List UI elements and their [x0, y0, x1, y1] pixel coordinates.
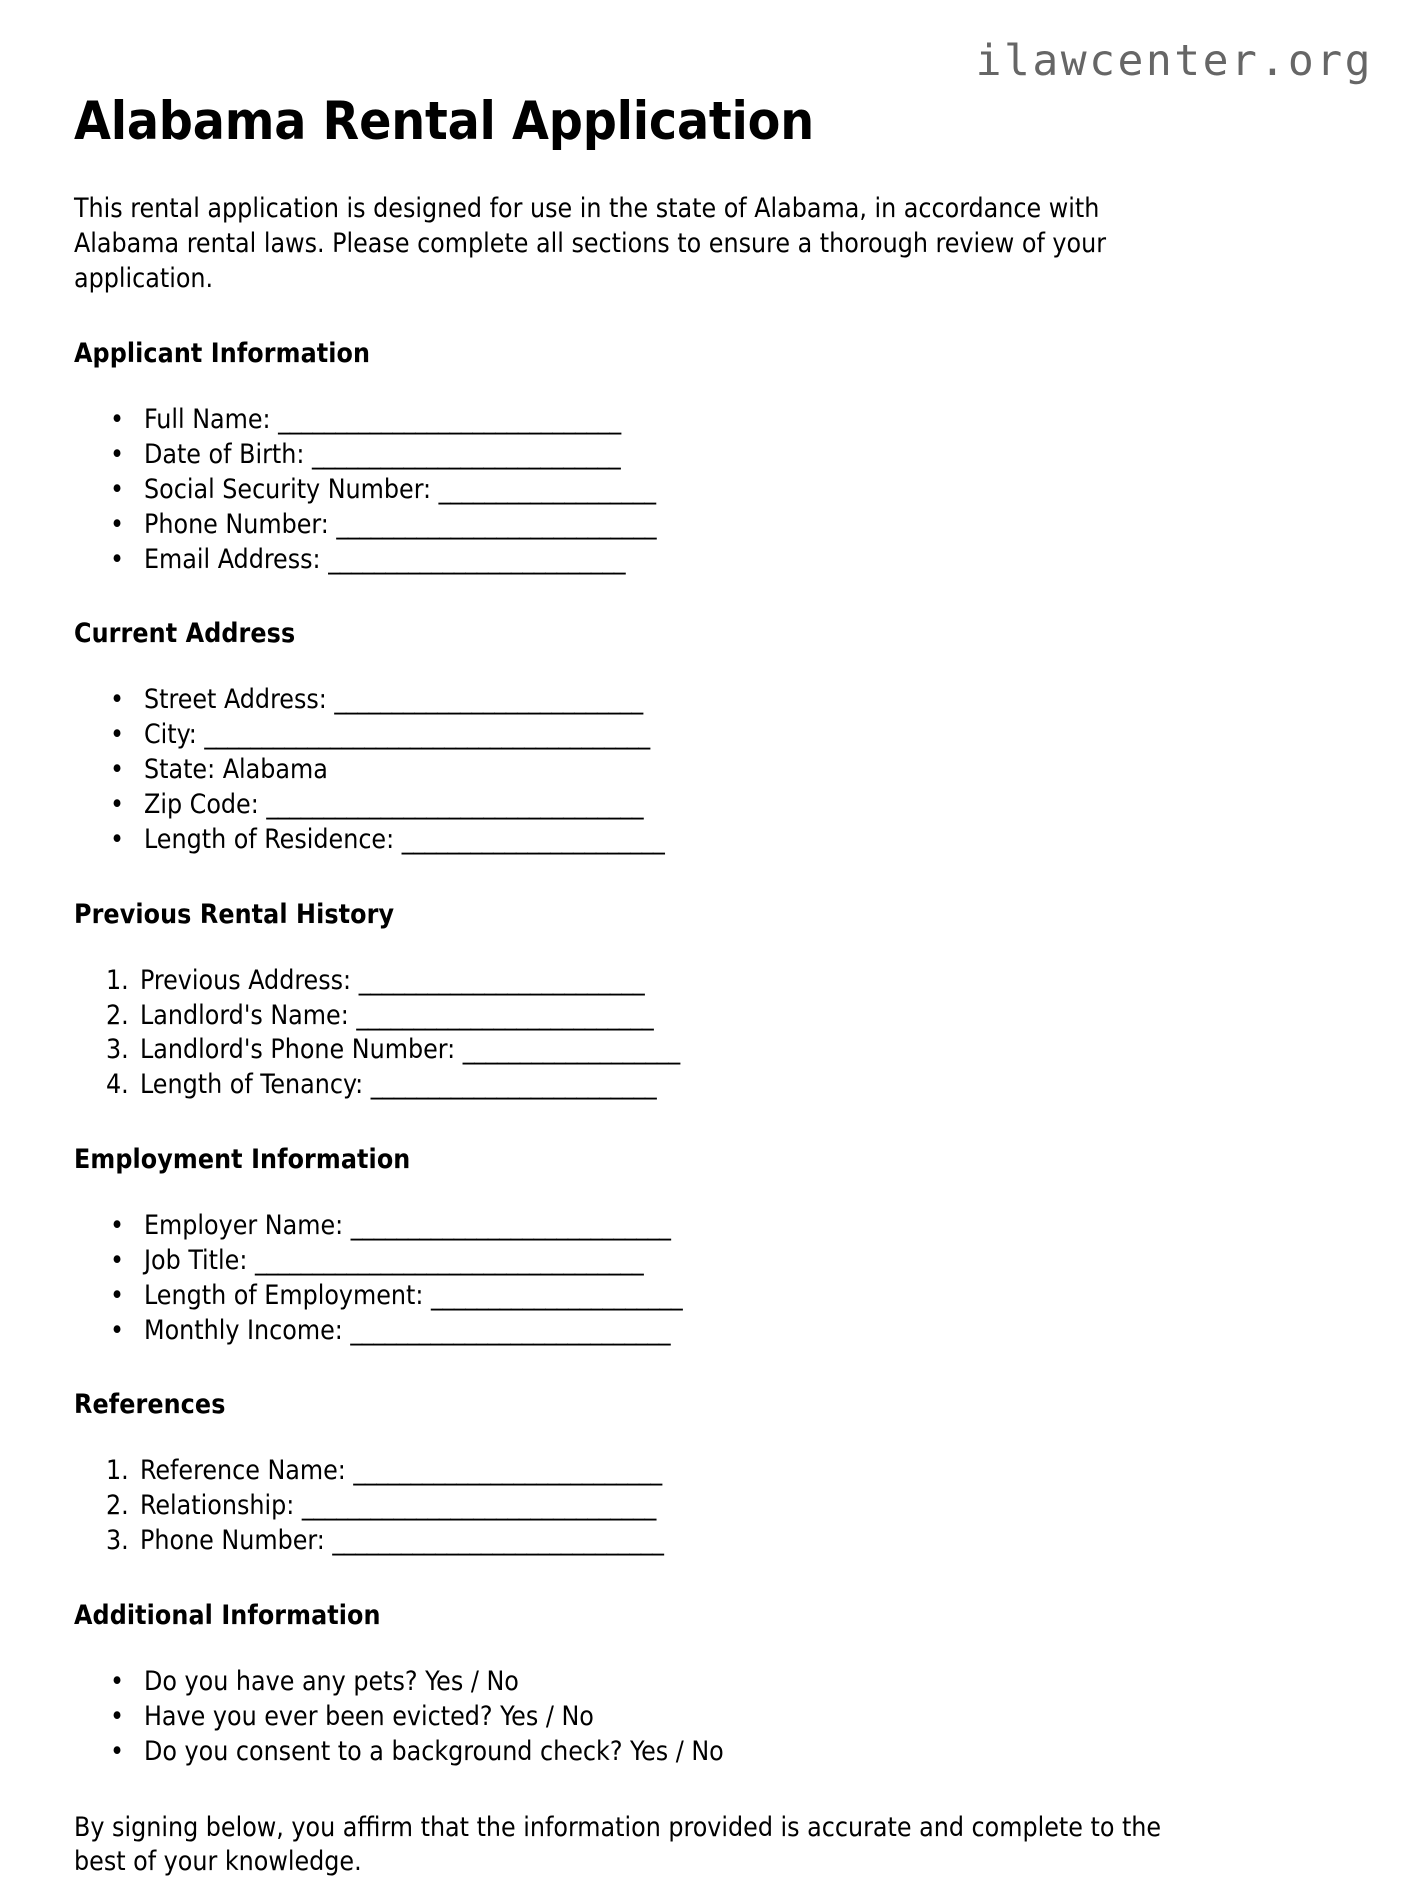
bullet-icon: •: [110, 719, 125, 751]
list-item: [74, 753, 1336, 788]
list-item-label: Relationship:: [140, 1490, 295, 1522]
page-title: Alabama Rental Application: [74, 91, 814, 152]
spacer: [74, 858, 1336, 899]
list-item: [74, 1454, 1336, 1489]
list-item-label: Do you consent to a background check? Yes / No: [144, 1735, 724, 1767]
list-item-label: Social Security Number:: [144, 473, 432, 505]
bullet-icon: •: [110, 789, 125, 821]
list-item-number: 2.: [106, 999, 129, 1031]
spacer: [74, 649, 1336, 683]
list-item: [74, 1279, 1336, 1314]
fill-in-blank[interactable]: ____________________________: [350, 1314, 671, 1346]
fill-in-blank[interactable]: _______________________________________: [204, 719, 650, 751]
fill-in-blank[interactable]: ___________________________: [353, 1455, 662, 1487]
bullet-list: [74, 683, 1336, 857]
list-item: [74, 1524, 1336, 1559]
list-item: [74, 508, 1336, 543]
list-item: [74, 1244, 1336, 1279]
list-item: [74, 683, 1336, 718]
section-heading: Employment Information: [74, 1144, 411, 1176]
list-item: [74, 1209, 1336, 1244]
section-heading: Previous Rental History: [74, 898, 395, 930]
list-item-label: Previous Address:: [140, 964, 352, 996]
spacer: [74, 369, 1336, 403]
section-heading: Current Address: [74, 618, 296, 650]
bullet-icon: •: [110, 754, 125, 786]
site-watermark: ilawcenter.org: [975, 36, 1373, 86]
intro-paragraph: This rental application is designed for use in the state of Alabama, in accordance with Alabama rental laws. Please complete all sections to ensure a thorough review of your application.: [74, 193, 1107, 295]
bullet-icon: •: [110, 1314, 125, 1346]
numbered-list: [74, 964, 1336, 1103]
list-item-label: Phone Number:: [144, 508, 329, 540]
list-item-number: 3.: [106, 1525, 129, 1557]
bullet-icon: •: [110, 1210, 125, 1242]
list-item-label: Zip Code:: [144, 789, 259, 821]
list-item: [74, 964, 1336, 999]
fill-in-blank[interactable]: ___________________________: [334, 684, 643, 716]
fill-in-blank[interactable]: _________________________________: [266, 789, 644, 821]
spacer: [74, 1631, 1336, 1665]
list-item-label: Length of Tenancy:: [140, 1069, 364, 1101]
fill-in-blank[interactable]: __________________________________: [254, 1244, 644, 1276]
bullet-icon: •: [110, 684, 125, 716]
bullet-icon: •: [110, 823, 125, 855]
list-item: [74, 438, 1336, 473]
closing-paragraph: By signing below, you affirm that the information provided is accurate and complete to the best of your knowledge.: [74, 1811, 1162, 1878]
list-item: [74, 1314, 1336, 1349]
fill-in-blank[interactable]: _____________________________: [332, 1525, 664, 1557]
list-item-number: 1.: [106, 964, 129, 996]
section-heading: References: [74, 1389, 226, 1421]
list-item-number: 4.: [106, 1069, 129, 1101]
bullet-icon: •: [110, 404, 125, 436]
spacer: [74, 297, 1336, 338]
fill-in-blank[interactable]: ____________________________: [336, 508, 657, 540]
bullet-list: [74, 403, 1336, 577]
list-item: [74, 1033, 1336, 1068]
list-item: [74, 543, 1336, 578]
fill-in-blank[interactable]: ____________________________: [350, 1210, 671, 1242]
bullet-icon: •: [110, 1244, 125, 1276]
list-item-label: State: Alabama: [144, 754, 328, 786]
list-item-number: 2.: [106, 1490, 129, 1522]
list-item: [74, 1700, 1336, 1735]
list-item: [74, 718, 1336, 753]
spacer: [74, 1559, 1336, 1600]
list-item-label: Phone Number:: [140, 1525, 325, 1557]
fill-in-blank[interactable]: ______________________________: [278, 404, 621, 436]
fill-in-blank[interactable]: _______________________________: [301, 1490, 656, 1522]
list-item-label: Landlord's Name:: [140, 999, 349, 1031]
fill-in-blank[interactable]: __________________________: [328, 543, 626, 575]
list-item-number: 1.: [106, 1455, 129, 1487]
list-item: [74, 788, 1336, 823]
spacer: [74, 1348, 1336, 1389]
list-item-label: Monthly Income:: [144, 1314, 343, 1346]
list-item-label: Length of Employment:: [144, 1279, 424, 1311]
list-item-label: Do you have any pets? Yes / No: [144, 1665, 519, 1697]
spacer: [74, 1175, 1336, 1209]
bullet-icon: •: [110, 508, 125, 540]
numbered-list: [74, 1454, 1336, 1559]
fill-in-blank[interactable]: _______________________: [401, 823, 665, 855]
bullet-icon: •: [110, 473, 125, 505]
bullet-icon: •: [110, 1665, 125, 1697]
bullet-icon: •: [110, 439, 125, 471]
bullet-icon: •: [110, 1279, 125, 1311]
spacer: [74, 1103, 1336, 1144]
list-item: [74, 403, 1336, 438]
list-item: [74, 1489, 1336, 1524]
bullet-icon: •: [110, 1700, 125, 1732]
list-item: [74, 823, 1336, 858]
bullet-icon: •: [110, 543, 125, 575]
spacer: [74, 577, 1336, 618]
fill-in-blank[interactable]: ___________________: [462, 1034, 680, 1066]
list-item-number: 3.: [106, 1034, 129, 1066]
bullet-list: [74, 1665, 1336, 1770]
list-item-label: Full Name:: [144, 404, 271, 436]
list-item-label: Employer Name:: [144, 1210, 344, 1242]
section-heading: Applicant Information: [74, 338, 371, 370]
fill-in-blank[interactable]: __________________________: [356, 999, 654, 1031]
list-item-label: Email Address:: [144, 543, 321, 575]
fill-in-blank[interactable]: _________________________: [358, 964, 645, 996]
section-heading: Additional Information: [74, 1599, 381, 1631]
list-item-label: Length of Residence:: [144, 823, 395, 855]
spacer: [74, 1770, 1336, 1811]
document-content: [74, 92, 1336, 1880]
list-item-label: Reference Name:: [140, 1455, 346, 1487]
list-item: [74, 999, 1336, 1034]
list-item-label: Street Address:: [144, 684, 327, 716]
fill-in-blank[interactable]: _________________________: [370, 1069, 657, 1101]
list-item-label: Have you ever been evicted? Yes / No: [144, 1700, 594, 1732]
list-item: [74, 473, 1336, 508]
list-item: [74, 1735, 1336, 1770]
list-item-label: Date of Birth:: [144, 439, 305, 471]
spacer: [74, 930, 1336, 964]
list-item-label: Landlord's Phone Number:: [140, 1034, 456, 1066]
bullet-list: [74, 1209, 1336, 1348]
sections-container: [74, 297, 1336, 1769]
list-item-label: City:: [144, 719, 197, 751]
fill-in-blank[interactable]: ______________________: [431, 1279, 683, 1311]
list-item: [74, 1665, 1336, 1700]
list-item-label: Job Title:: [144, 1244, 248, 1276]
fill-in-blank[interactable]: ___________________: [438, 473, 656, 505]
list-item: [74, 1068, 1336, 1103]
bullet-icon: •: [110, 1735, 125, 1767]
fill-in-blank[interactable]: ___________________________: [311, 439, 621, 471]
spacer: [74, 1420, 1336, 1454]
